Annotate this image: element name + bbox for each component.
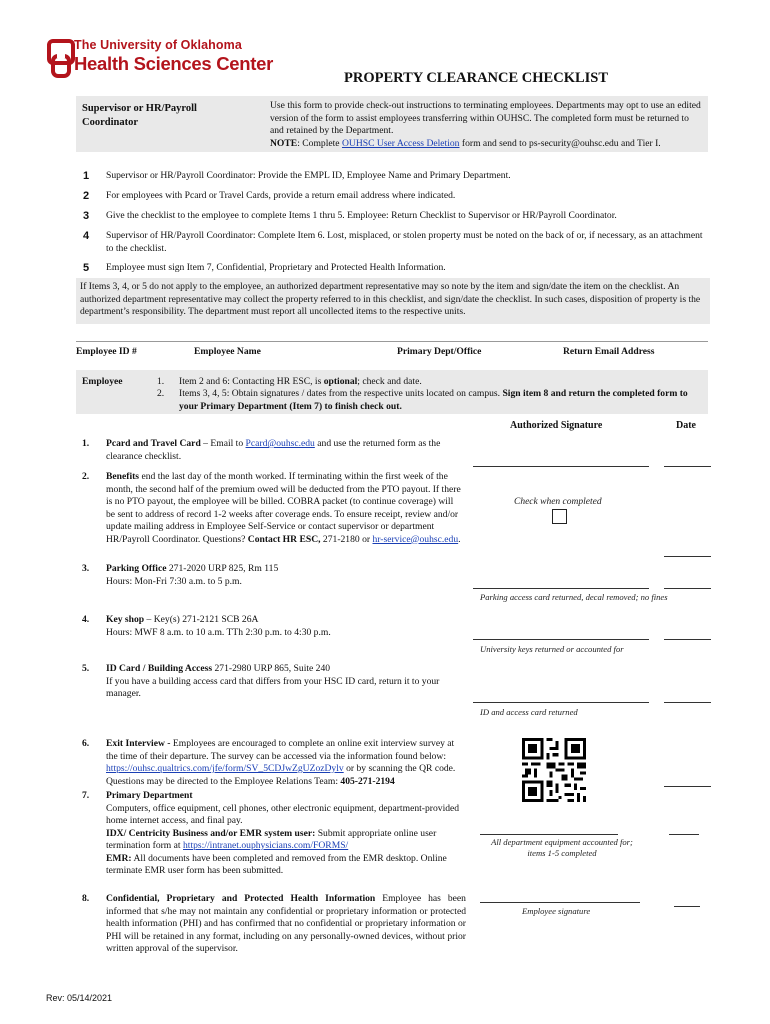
item-number: 7. xyxy=(82,790,90,801)
id-card-caption: ID and access card returned xyxy=(480,707,578,717)
step-text: Give the checklist to the employee to complete Items 1 thru 5. Employee: Return Checklist to Supervisor or HR/Payroll Coordinator. xyxy=(106,210,617,221)
hr-service-email-link[interactable]: hr-service@ouhsc.edu xyxy=(372,533,459,545)
date-line[interactable] xyxy=(664,786,711,787)
authorized-signature-header: Authorized Signature xyxy=(510,420,603,431)
item-4-line2: Hours: MWF 8 a.m. to 10 a.m. TTh 2:30 p.m. to 4:30 p.m. xyxy=(106,626,331,638)
item-number: 2. xyxy=(82,471,90,482)
ou-logo-icon xyxy=(46,38,76,80)
pcard-email-link[interactable]: Pcard@ouhsc.edu xyxy=(245,438,315,449)
check-when-completed-label: Check when completed xyxy=(514,497,602,507)
employee-item-1-bold: optional xyxy=(323,376,358,387)
employee-item-1-pre: Item 2 and 6: Contacting HR ESC, is xyxy=(179,376,324,387)
item-number: 6. xyxy=(82,738,90,749)
signature-line[interactable] xyxy=(473,702,649,703)
item-number: 1. xyxy=(82,438,90,449)
employee-item-2-bold: Sign item 8 and return the completed form to your Primary Department (Item 7) to finish check out. xyxy=(179,388,688,412)
keys-caption: University keys returned or accounted for xyxy=(480,644,624,654)
signature-line[interactable] xyxy=(473,588,649,589)
date-line[interactable] xyxy=(664,556,711,557)
item-7-title: Primary Department xyxy=(106,790,193,801)
employee-item-2-number: 2. xyxy=(157,388,165,399)
item-7-line1: Computers, office equipment, cell phones, other electronic equipment, department-provided home internet access, and final pay. xyxy=(106,802,460,826)
item-8-title: Confidential, Proprietary and Protected Health Information xyxy=(106,893,376,904)
item-6-mid: or by scanning the QR code. Questions may be directed to the Employee Relations Team: xyxy=(106,763,456,787)
date-line[interactable] xyxy=(664,639,711,640)
item-6-pre: Employees are encouraged to complete an online exit interview survey at the time of their departure. The survey can be accessed via the information found below: xyxy=(106,738,455,762)
item-number: 8. xyxy=(82,893,90,904)
date-line[interactable] xyxy=(674,906,700,907)
university-name: The University of Oklahoma xyxy=(74,38,242,52)
step-text: For employees with Pcard or Travel Cards, provide a return email address where indicated. xyxy=(106,190,456,201)
item-4-keyshop xyxy=(106,614,461,639)
item-7-emr-text: All documents have been completed and removed from the EMR desktop. Online terminate EMR user form has been submitted. xyxy=(106,852,447,876)
note-post: form and send to ps-security@ouhsc.edu and Tier I. xyxy=(459,137,661,149)
header-rule xyxy=(76,341,708,342)
center-name: Health Sciences Center xyxy=(74,53,274,74)
step-text: Supervisor of HR/Payroll Coordinator: Complete Item 6. Lost, misplaced, or stolen property must be noted on the back of or, if necessary, as an attachment to the checklist. xyxy=(106,230,703,254)
employee-label: Employee xyxy=(82,376,123,387)
item-2-contact: Contact HR ESC, xyxy=(247,533,321,545)
employee-item-1 xyxy=(179,376,704,389)
item-8-confidential xyxy=(106,893,466,956)
item-2-post: 271-2180 or xyxy=(320,533,373,545)
step-number: 2 xyxy=(83,190,90,202)
item-3-line2: Hours: Mon-Fri 7:30 a.m. to 5 p.m. xyxy=(106,575,242,587)
note-pre: : Complete xyxy=(297,137,342,149)
item-number: 4. xyxy=(82,614,90,625)
role-label: Supervisor or HR/Payroll Coordinator xyxy=(82,103,197,128)
item-3-parking xyxy=(106,563,461,588)
employee-name-header: Employee Name xyxy=(194,346,261,357)
item-7-idx-text: Submit appropriate online user termination form at xyxy=(106,827,437,851)
signature-line[interactable] xyxy=(473,466,649,467)
item-3-title: Parking Office xyxy=(106,563,167,574)
signature-line[interactable] xyxy=(473,639,649,640)
item-1-pcard xyxy=(106,438,461,463)
date-line[interactable] xyxy=(664,702,711,703)
revision-date: Rev: 05/14/2021 xyxy=(46,993,113,1003)
employee-item-1-post: ; check and date. xyxy=(357,376,422,387)
date-header: Date xyxy=(676,420,696,431)
notice-box: If Items 3, 4, or 5 do not apply to the employee, an authorized department representative may so note by the item and sign/date the item on the checklist. An authorized department representative may collect the property referred to in this checklist, and sign/date the checklist. In such cases, disposition of property is the department’s responsibility. The department must report all uncollected items to the respective units. xyxy=(76,278,710,324)
item-5-id-card xyxy=(106,663,466,701)
note-label: NOTE xyxy=(270,137,298,149)
step-number: 5 xyxy=(83,262,90,274)
item-7-idx-label: IDX/ Centricity Business and/or EMR system user: xyxy=(106,827,316,839)
item-number: 5. xyxy=(82,663,90,674)
date-line[interactable] xyxy=(664,466,711,467)
employee-item-1-number: 1. xyxy=(157,376,165,387)
step-text: Supervisor or HR/Payroll Coordinator: Provide the EMPL ID, Employee Name and Primary Department. xyxy=(106,170,511,181)
item-3-line1: 271-2020 URP 825, Rm 115 xyxy=(166,563,279,574)
item-4-title: Key shop xyxy=(106,614,145,625)
step-text: Employee must sign Item 7, Confidential, Proprietary and Protected Health Information. xyxy=(106,262,446,273)
item-6-exit-interview xyxy=(106,738,466,788)
item-4-line1: – Key(s) 271-2121 SCB 26A xyxy=(144,614,259,625)
employee-signature-caption: Employee signature xyxy=(522,906,591,916)
item-2-benefits xyxy=(106,471,461,546)
completed-checkbox[interactable] xyxy=(552,509,567,524)
step-number: 4 xyxy=(83,230,90,242)
user-access-deletion-link[interactable]: OUHSC User Access Deletion xyxy=(341,137,460,149)
item-6-title: Exit Interview - xyxy=(106,738,171,749)
item-8-text: Employee has been informed that s/he may not maintain any confidential or proprietary information or protected health information (PHI) and has confirmed that no confidential or proprietary information or PHI will be retained in any format, including on any personally-owned devices, without prior written approval of the supervisor. xyxy=(106,893,466,954)
exit-survey-qr-code[interactable] xyxy=(522,738,586,802)
intro-body: Use this form to provide check-out instructions to terminating employees. Departments may opt to use an edited version of the form to assist employees transferring within OUHSC. The completed form must be returned to and retained by the Department. xyxy=(270,100,701,136)
item-2-title: Benefits xyxy=(106,471,140,482)
item-2-end: . xyxy=(458,533,461,545)
ou-logo xyxy=(46,38,76,80)
item-1-post: and use the returned form as the clearance checklist. xyxy=(106,438,441,462)
employee-relations-phone: 405-271-2194 xyxy=(340,775,395,787)
item-5-title: ID Card / Building Access xyxy=(106,663,213,674)
employee-item-2 xyxy=(179,388,704,413)
exit-survey-link[interactable]: https://ouhsc.qualtrics.com/jfe/form/SV_5CDJwZgUZozDylv xyxy=(106,763,344,774)
item-7-emr-label: EMR: xyxy=(106,852,132,864)
item-2-text: end the last day of the month worked. If terminating within the first week of the month, the second half of the premium owed will be deducted from the PTO payout. If there is no PTO payout, the employee will be billed. COBRA packet (to continue coverage) will be sent to address of record 1-2 weeks after coverage ends. To ensure receipt, review and/or update mailing address in Employee Self-Service or contact supervisor or department HR/Payroll Coordinator. Questions? xyxy=(106,471,461,545)
item-7-primary-department xyxy=(106,790,466,878)
item-5-line1: 271-2980 URP 865, Suite 240 xyxy=(212,663,331,674)
termination-form-link[interactable]: https://intranet.ouphysicians.com/FORMS/ xyxy=(183,840,349,851)
page-title: PROPERTY CLEARANCE CHECKLIST xyxy=(344,70,609,86)
return-email-header: Return Email Address xyxy=(563,346,655,357)
date-line[interactable] xyxy=(664,588,711,589)
item-1-pre: – Email to xyxy=(200,438,246,449)
item-number: 3. xyxy=(82,563,90,574)
employee-item-2-pre: Items 3, 4, 5: Obtain signatures / dates from the respective units located on campus. xyxy=(179,388,503,399)
employee-signature-line[interactable] xyxy=(480,902,640,903)
item-5-line2: If you have a building access card that differs from your HSC ID card, return it to your manager. xyxy=(106,675,440,699)
qr-code-icon xyxy=(522,738,586,802)
item-1-title: Pcard and Travel Card xyxy=(106,438,201,449)
signature-line[interactable] xyxy=(480,834,618,835)
date-line[interactable] xyxy=(669,834,699,835)
step-number: 3 xyxy=(83,210,90,222)
primary-dept-header: Primary Dept/Office xyxy=(397,346,482,357)
parking-caption: Parking access card returned, decal removed; no fines xyxy=(480,592,668,602)
step-number: 1 xyxy=(83,170,90,182)
intro-text xyxy=(270,100,704,150)
department-equipment-caption: All department equipment accounted for; items 1-5 completed xyxy=(491,837,633,858)
employee-id-header: Employee ID # xyxy=(76,346,137,357)
